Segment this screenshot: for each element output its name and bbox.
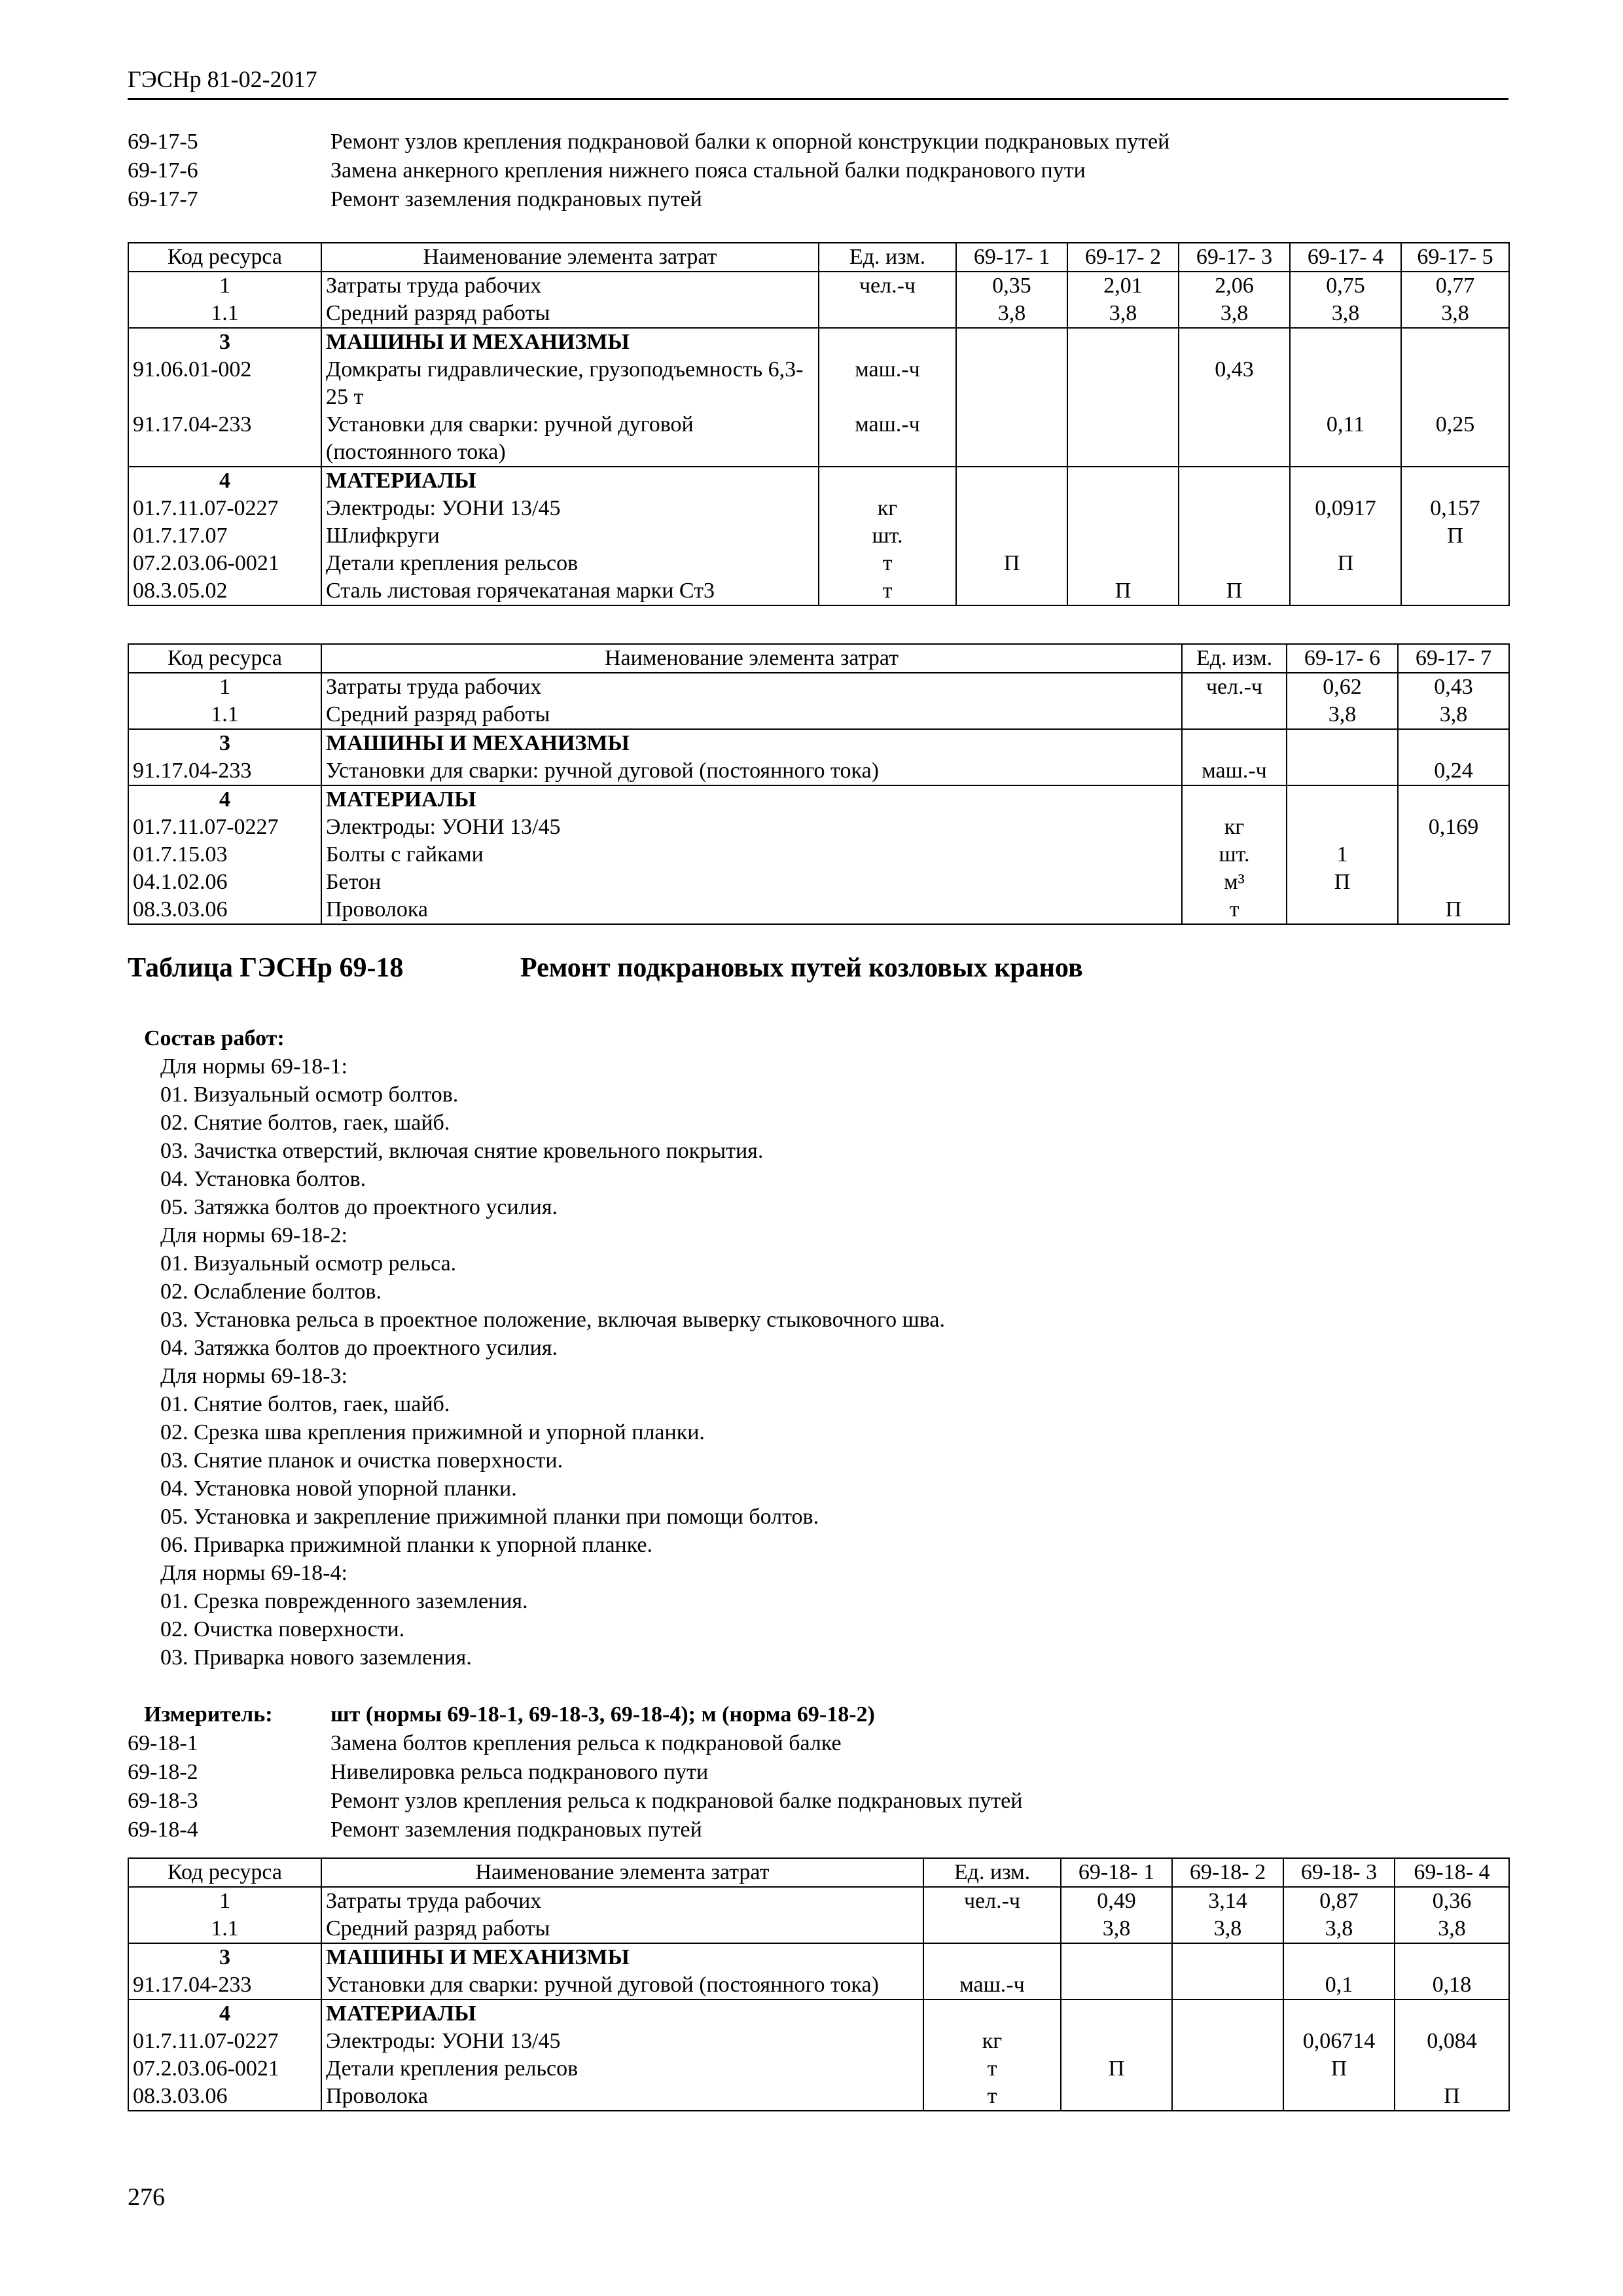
cost-element-name: МАШИНЫ И МЕХАНИЗМЫ xyxy=(321,729,1182,757)
value-cell xyxy=(1401,328,1509,356)
table-row xyxy=(128,356,1509,411)
cost-element-name: Бетон xyxy=(321,869,1182,896)
value-cell xyxy=(956,522,1067,550)
table-row xyxy=(128,300,1509,328)
value-cell: 0,49 xyxy=(1061,1887,1172,1915)
value-cell xyxy=(1067,467,1179,495)
unit-cell: т xyxy=(923,2055,1061,2083)
table-row xyxy=(128,2000,1509,2028)
value-cell: 0,11 xyxy=(1290,411,1401,467)
unit-cell xyxy=(1182,729,1287,757)
cost-element-name: Средний разряд работы xyxy=(321,300,819,328)
cost-element-name: Затраты труда рабочих xyxy=(321,272,819,300)
norm-text: Замена анкерного крепления нижнего пояса стальной балки подкранового пути xyxy=(330,158,1086,183)
value-cell xyxy=(1179,495,1290,522)
unit-cell: т xyxy=(819,577,956,605)
value-cell: П xyxy=(956,550,1067,577)
cost-element-name: Сталь листовая горячекатаная марки Ст3 xyxy=(321,577,819,605)
table-row xyxy=(128,896,1509,924)
cost-element-name: Средний разряд работы xyxy=(321,701,1182,729)
column-header: 69-18- 2 xyxy=(1172,1858,1283,1887)
value-cell: 0,87 xyxy=(1283,1887,1395,1915)
table-row xyxy=(128,550,1509,577)
cost-element-name: Детали крепления рельсов xyxy=(321,550,819,577)
cost-element-name: Установки для сварки: ручной дуговой (постоянного тока) xyxy=(321,1971,923,2000)
norm-text: Ремонт заземления подкрановых путей xyxy=(330,187,702,211)
value-cell xyxy=(1061,1971,1172,2000)
resource-code: 3 xyxy=(128,328,321,356)
cost-element-name: МАТЕРИАЛЫ xyxy=(321,785,1182,814)
value-cell xyxy=(956,495,1067,522)
cost-element-name: Домкраты гидравлические, грузоподъемность 6,3-25 т xyxy=(321,356,819,411)
composition-step: 03. Приварка нового заземления. xyxy=(160,1645,472,1670)
table-row xyxy=(128,577,1509,605)
unit-cell: маш.-ч xyxy=(1182,757,1287,785)
norm-code: 69-18-2 xyxy=(128,1760,198,1784)
norm-line xyxy=(128,156,1169,185)
value-cell xyxy=(1287,757,1398,785)
cost-element-name: МАТЕРИАЛЫ xyxy=(321,467,819,495)
value-cell xyxy=(1398,841,1509,869)
value-cell xyxy=(1172,1943,1283,1971)
column-header: Код ресурса xyxy=(128,644,321,673)
resource-table-69-18 xyxy=(128,1857,1510,2111)
value-cell xyxy=(1172,2083,1283,2111)
value-cell xyxy=(1287,729,1398,757)
resource-code: 3 xyxy=(128,729,321,757)
composition-step: 06. Приварка прижимной планки к упорной планке. xyxy=(160,1533,653,1557)
table-row xyxy=(128,869,1509,896)
value-cell xyxy=(1401,356,1509,411)
table-row xyxy=(128,1915,1509,1943)
resource-code: 3 xyxy=(128,1943,321,1971)
value-cell: 0,62 xyxy=(1287,673,1398,701)
value-cell xyxy=(1395,2055,1509,2083)
value-cell: П xyxy=(1061,2055,1172,2083)
cost-element-name: МАТЕРИАЛЫ xyxy=(321,2000,923,2028)
norm-text: Нивелировка рельса подкранового пути xyxy=(330,1760,709,1784)
resource-code: 08.3.03.06 xyxy=(128,2083,321,2111)
unit-cell: т xyxy=(1182,896,1287,924)
composition-step: 02. Ослабление болтов. xyxy=(160,1280,382,1304)
value-cell xyxy=(1287,814,1398,841)
value-cell xyxy=(1283,2083,1395,2111)
table-row xyxy=(128,2055,1509,2083)
value-cell: П xyxy=(1179,577,1290,605)
cost-element-name: Установки для сварки: ручной дуговой (постоянного тока) xyxy=(321,757,1182,785)
resource-code: 91.17.04-233 xyxy=(128,757,321,785)
page-header: ГЭСНр 81-02-2017 xyxy=(128,66,317,92)
column-header: 69-17- 5 xyxy=(1401,243,1509,272)
unit-cell: шт. xyxy=(819,522,956,550)
unit-cell: кг xyxy=(1182,814,1287,841)
column-header: Наименование элемента затрат xyxy=(321,1858,923,1887)
resource-code: 07.2.03.06-0021 xyxy=(128,550,321,577)
value-cell xyxy=(1290,467,1401,495)
composition-step: 04. Затяжка болтов до проектного усилия. xyxy=(160,1336,558,1360)
value-cell: 0,18 xyxy=(1395,1971,1509,2000)
norm-text: Ремонт узлов крепления рельса к подкрановой балке подкрановых путей xyxy=(330,1789,1023,1813)
unit-cell: м³ xyxy=(1182,869,1287,896)
value-cell xyxy=(1398,729,1509,757)
resource-code: 4 xyxy=(128,2000,321,2028)
value-cell xyxy=(956,356,1067,411)
value-cell xyxy=(1179,411,1290,467)
value-cell: П xyxy=(1401,522,1509,550)
value-cell: 3,8 xyxy=(956,300,1067,328)
value-cell xyxy=(956,467,1067,495)
unit-cell xyxy=(923,1915,1061,1943)
unit-cell: т xyxy=(819,550,956,577)
value-cell: П xyxy=(1067,577,1179,605)
resource-code: 1.1 xyxy=(128,300,321,328)
value-cell xyxy=(1172,2028,1283,2055)
norm-line xyxy=(128,1816,1022,1844)
section-title xyxy=(128,952,1083,984)
column-header: 69-18- 3 xyxy=(1283,1858,1395,1887)
composition-step: 02. Срезка шва крепления прижимной и упорной планки. xyxy=(160,1420,705,1444)
norm-line xyxy=(128,1729,1022,1758)
table-row xyxy=(128,1971,1509,2000)
resource-code: 91.17.04-233 xyxy=(128,1971,321,2000)
table-row xyxy=(128,411,1509,467)
composition-step: 03. Установка рельса в проектное положение, включая выверку стыковочного шва. xyxy=(160,1308,945,1332)
value-cell xyxy=(1283,2000,1395,2028)
norm-code: 69-18-4 xyxy=(128,1818,198,1842)
resource-code: 4 xyxy=(128,467,321,495)
resource-code: 1 xyxy=(128,1887,321,1915)
composition-step: 02. Снятие болтов, гаек, шайб. xyxy=(160,1111,450,1135)
cost-element-name: Проволока xyxy=(321,896,1182,924)
value-cell: 3,8 xyxy=(1179,300,1290,328)
meter-block xyxy=(128,1700,1022,1844)
cost-element-name: Электроды: УОНИ 13/45 xyxy=(321,814,1182,841)
value-cell: 0,36 xyxy=(1395,1887,1509,1915)
meter-line xyxy=(128,1700,1022,1729)
value-cell: 3,8 xyxy=(1287,701,1398,729)
column-header: 69-17- 4 xyxy=(1290,243,1401,272)
value-cell xyxy=(1067,328,1179,356)
value-cell xyxy=(1061,2000,1172,2028)
value-cell xyxy=(956,411,1067,467)
cost-element-name: Шлифкруги xyxy=(321,522,819,550)
resource-code: 91.17.04-233 xyxy=(128,411,321,467)
value-cell: 0,0917 xyxy=(1290,495,1401,522)
value-cell: П xyxy=(1398,896,1509,924)
composition-step: 01. Снятие болтов, гаек, шайб. xyxy=(160,1392,450,1416)
table-row xyxy=(128,467,1509,495)
composition-label: Состав работ: xyxy=(144,1026,285,1050)
resource-code: 01.7.11.07-0227 xyxy=(128,814,321,841)
unit-cell: т xyxy=(923,2083,1061,2111)
table-row xyxy=(128,701,1509,729)
value-cell: 1 xyxy=(1287,841,1398,869)
table-row xyxy=(128,841,1509,869)
value-cell xyxy=(1172,1971,1283,2000)
column-header: Код ресурса xyxy=(128,243,321,272)
column-header: 69-18- 4 xyxy=(1395,1858,1509,1887)
resource-table-69-17-6-7 xyxy=(128,643,1510,925)
unit-cell xyxy=(923,2000,1061,2028)
unit-cell: шт. xyxy=(1182,841,1287,869)
value-cell: 3,8 xyxy=(1395,1915,1509,1943)
value-cell: 0,43 xyxy=(1179,356,1290,411)
table-row xyxy=(128,2028,1509,2055)
cost-element-name: Затраты труда рабочих xyxy=(321,1887,923,1915)
column-header: Наименование элемента затрат xyxy=(321,644,1182,673)
resource-code: 01.7.17.07 xyxy=(128,522,321,550)
norm-line xyxy=(128,1758,1022,1787)
intro-norms xyxy=(128,128,1169,214)
cost-element-name: Детали крепления рельсов xyxy=(321,2055,923,2083)
table-title: Ремонт подкрановых путей козловых кранов xyxy=(520,953,1083,983)
cost-element-name: Электроды: УОНИ 13/45 xyxy=(321,2028,923,2055)
composition-norm-heading: Для нормы 69-18-4: xyxy=(160,1561,348,1585)
value-cell xyxy=(956,328,1067,356)
table-row xyxy=(128,495,1509,522)
composition-step: 04. Установка болтов. xyxy=(160,1167,366,1191)
value-cell: 2,01 xyxy=(1067,272,1179,300)
page-number: 276 xyxy=(128,2183,165,2211)
value-cell xyxy=(1179,522,1290,550)
unit-cell xyxy=(923,1943,1061,1971)
norm-text: Ремонт узлов крепления подкрановой балки к опорной конструкции подкрановых путей xyxy=(330,130,1170,154)
unit-cell: маш.-ч xyxy=(923,1971,1061,2000)
value-cell: 3,8 xyxy=(1061,1915,1172,1943)
resource-code: 1 xyxy=(128,673,321,701)
column-header: 69-17- 1 xyxy=(956,243,1067,272)
table-row xyxy=(128,1887,1509,1915)
unit-cell xyxy=(1182,785,1287,814)
unit-cell xyxy=(819,328,956,356)
value-cell: 0,06714 xyxy=(1283,2028,1395,2055)
resource-table-69-17-1-5 xyxy=(128,242,1510,606)
column-header: Наименование элемента затрат xyxy=(321,243,819,272)
value-cell xyxy=(1401,550,1509,577)
cost-element-name: Болты с гайками xyxy=(321,841,1182,869)
unit-cell xyxy=(1182,701,1287,729)
value-cell: 2,06 xyxy=(1179,272,1290,300)
composition-step: 03. Зачистка отверстий, включая снятие кровельного покрытия. xyxy=(160,1139,764,1163)
unit-cell: маш.-ч xyxy=(819,411,956,467)
value-cell xyxy=(1283,1943,1395,1971)
value-cell: П xyxy=(1395,2083,1509,2111)
value-cell: 0,084 xyxy=(1395,2028,1509,2055)
table-row xyxy=(128,673,1509,701)
composition-norm-heading: Для нормы 69-18-2: xyxy=(160,1223,348,1247)
column-header: Ед. изм. xyxy=(1182,644,1287,673)
composition-step: 01. Срезка поврежденного заземления. xyxy=(160,1589,528,1613)
value-cell xyxy=(1290,328,1401,356)
table-row xyxy=(128,729,1509,757)
value-cell: 0,35 xyxy=(956,272,1067,300)
column-header: 69-17- 6 xyxy=(1287,644,1398,673)
resource-code: 01.7.11.07-0227 xyxy=(128,2028,321,2055)
norm-code: 69-17-5 xyxy=(128,130,198,154)
unit-cell: чел.-ч xyxy=(1182,673,1287,701)
unit-cell xyxy=(819,467,956,495)
value-cell xyxy=(1179,328,1290,356)
value-cell: 3,14 xyxy=(1172,1887,1283,1915)
value-cell xyxy=(1395,1943,1509,1971)
composition-step: 01. Визуальный осмотр рельса. xyxy=(160,1251,457,1276)
column-header: Ед. изм. xyxy=(819,243,956,272)
value-cell xyxy=(1395,2000,1509,2028)
table-header-row xyxy=(128,243,1509,272)
resource-code: 4 xyxy=(128,785,321,814)
norm-line xyxy=(128,128,1169,156)
value-cell xyxy=(1067,495,1179,522)
norm-code: 69-18-3 xyxy=(128,1789,198,1813)
cost-element-name: Проволока xyxy=(321,2083,923,2111)
resource-code: 07.2.03.06-0021 xyxy=(128,2055,321,2083)
value-cell: 0,24 xyxy=(1398,757,1509,785)
value-cell xyxy=(1067,411,1179,467)
value-cell xyxy=(1290,522,1401,550)
cost-element-name: Электроды: УОНИ 13/45 xyxy=(321,495,819,522)
value-cell: 3,8 xyxy=(1398,701,1509,729)
meter-text: шт (нормы 69-18-1, 69-18-3, 69-18-4); м (норма 69-18-2) xyxy=(330,1702,875,1727)
value-cell xyxy=(1067,356,1179,411)
column-header: 69-17- 2 xyxy=(1067,243,1179,272)
resource-code: 08.3.05.02 xyxy=(128,577,321,605)
resource-code: 1.1 xyxy=(128,701,321,729)
table-number: Таблица ГЭСНр 69-18 xyxy=(128,953,404,983)
composition-step: 03. Снятие планок и очистка поверхности. xyxy=(160,1448,563,1473)
value-cell xyxy=(1067,522,1179,550)
value-cell: 3,8 xyxy=(1172,1915,1283,1943)
resource-code: 91.06.01-002 xyxy=(128,356,321,411)
value-cell xyxy=(1067,550,1179,577)
value-cell xyxy=(956,577,1067,605)
table-row xyxy=(128,2083,1509,2111)
resource-code: 01.7.11.07-0227 xyxy=(128,495,321,522)
table-row xyxy=(128,272,1509,300)
value-cell: П xyxy=(1287,869,1398,896)
value-cell: 0,1 xyxy=(1283,1971,1395,2000)
table-row xyxy=(128,785,1509,814)
table-row xyxy=(128,1943,1509,1971)
work-composition xyxy=(144,1024,945,1672)
resource-code: 1.1 xyxy=(128,1915,321,1943)
cost-element-name: Затраты труда рабочих xyxy=(321,673,1182,701)
table-row xyxy=(128,522,1509,550)
column-header: Код ресурса xyxy=(128,1858,321,1887)
value-cell: 3,8 xyxy=(1401,300,1509,328)
value-cell: 3,8 xyxy=(1290,300,1401,328)
value-cell: П xyxy=(1290,550,1401,577)
unit-cell: маш.-ч xyxy=(819,356,956,411)
value-cell xyxy=(1287,896,1398,924)
value-cell: 0,157 xyxy=(1401,495,1509,522)
unit-cell: кг xyxy=(923,2028,1061,2055)
value-cell xyxy=(1287,785,1398,814)
value-cell: 0,25 xyxy=(1401,411,1509,467)
column-header: Ед. изм. xyxy=(923,1858,1061,1887)
unit-cell: кг xyxy=(819,495,956,522)
header-rule xyxy=(128,98,1508,100)
value-cell: 0,169 xyxy=(1398,814,1509,841)
composition-step: 04. Установка новой упорной планки. xyxy=(160,1477,517,1501)
norm-line xyxy=(128,1787,1022,1816)
resource-code: 01.7.15.03 xyxy=(128,841,321,869)
unit-cell xyxy=(819,300,956,328)
value-cell xyxy=(1179,467,1290,495)
value-cell xyxy=(1172,2055,1283,2083)
composition-norm-heading: Для нормы 69-18-3: xyxy=(160,1364,348,1388)
value-cell xyxy=(1061,2083,1172,2111)
composition-step: 01. Визуальный осмотр болтов. xyxy=(160,1083,459,1107)
value-cell: 3,8 xyxy=(1283,1915,1395,1943)
value-cell xyxy=(1398,869,1509,896)
composition-step: 02. Очистка поверхности. xyxy=(160,1617,405,1641)
table-header-row xyxy=(128,1858,1509,1887)
composition-step: 05. Затяжка болтов до проектного усилия. xyxy=(160,1195,558,1219)
cost-element-name: Средний разряд работы xyxy=(321,1915,923,1943)
norm-text: Замена болтов крепления рельса к подкрановой балке xyxy=(330,1731,842,1755)
table-row xyxy=(128,757,1509,785)
norm-text: Ремонт заземления подкрановых путей xyxy=(330,1818,702,1842)
value-cell: 0,43 xyxy=(1398,673,1509,701)
value-cell xyxy=(1179,550,1290,577)
cost-element-name: Установки для сварки: ручной дуговой (постоянного тока) xyxy=(321,411,819,467)
composition-norm-heading: Для нормы 69-18-1: xyxy=(160,1054,348,1079)
table-header-row xyxy=(128,644,1509,673)
value-cell xyxy=(1401,467,1509,495)
column-header: 69-17- 7 xyxy=(1398,644,1509,673)
table-row xyxy=(128,814,1509,841)
norm-code: 69-17-7 xyxy=(128,187,198,211)
value-cell: 0,75 xyxy=(1290,272,1401,300)
resource-code: 1 xyxy=(128,272,321,300)
value-cell: 3,8 xyxy=(1067,300,1179,328)
column-header: 69-18- 1 xyxy=(1061,1858,1172,1887)
meter-label: Измеритель: xyxy=(144,1702,273,1727)
unit-cell: чел.-ч xyxy=(819,272,956,300)
norm-code: 69-17-6 xyxy=(128,158,198,183)
value-cell: П xyxy=(1283,2055,1395,2083)
table-row xyxy=(128,328,1509,356)
resource-code: 08.3.03.06 xyxy=(128,896,321,924)
value-cell: 0,77 xyxy=(1401,272,1509,300)
value-cell xyxy=(1398,785,1509,814)
norm-code: 69-18-1 xyxy=(128,1731,198,1755)
value-cell xyxy=(1061,1943,1172,1971)
value-cell xyxy=(1290,577,1401,605)
value-cell xyxy=(1061,2028,1172,2055)
norm-line xyxy=(128,185,1169,214)
unit-cell: чел.-ч xyxy=(923,1887,1061,1915)
resource-code: 04.1.02.06 xyxy=(128,869,321,896)
value-cell xyxy=(1401,577,1509,605)
value-cell xyxy=(1172,2000,1283,2028)
value-cell xyxy=(1290,356,1401,411)
cost-element-name: МАШИНЫ И МЕХАНИЗМЫ xyxy=(321,1943,923,1971)
column-header: 69-17- 3 xyxy=(1179,243,1290,272)
composition-step: 05. Установка и закрепление прижимной планки при помощи болтов. xyxy=(160,1505,819,1529)
cost-element-name: МАШИНЫ И МЕХАНИЗМЫ xyxy=(321,328,819,356)
